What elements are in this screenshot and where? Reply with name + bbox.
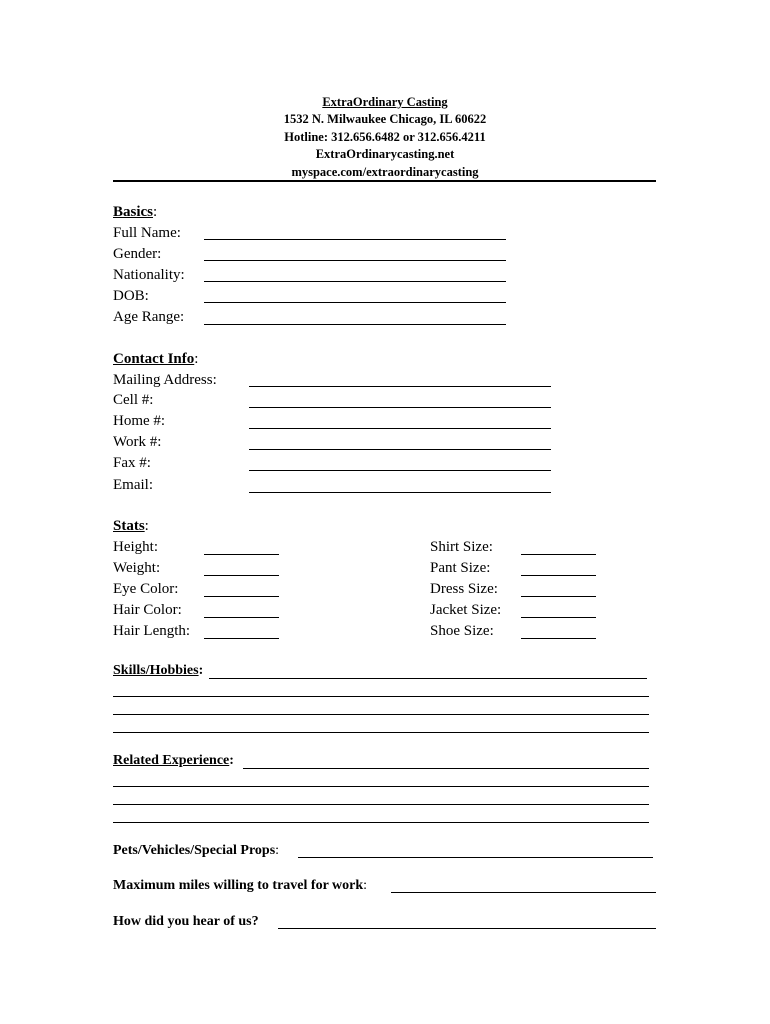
hair-color-field[interactable] [204, 617, 279, 618]
dress-size-field[interactable] [521, 596, 596, 597]
age-range-label: Age Range: [113, 309, 185, 325]
pets-vehicles-field[interactable] [298, 857, 653, 858]
company-hotline: Hotline: 312.656.6482 or 312.656.4211 [284, 129, 486, 144]
experience-line-4[interactable] [113, 822, 649, 823]
weight-label: Weight: [113, 560, 161, 576]
company-address: 1532 N. Milwaukee Chicago, IL 60622 [283, 112, 487, 127]
nationality-label: Nationality: [113, 267, 185, 283]
dress-size-label: Dress Size: [430, 581, 498, 597]
gender-field[interactable] [204, 260, 506, 261]
experience-line-3[interactable] [113, 804, 649, 805]
work-label: Work #: [113, 434, 162, 450]
hair-length-field[interactable] [204, 638, 279, 639]
home-field[interactable] [249, 428, 551, 429]
referral-field[interactable] [278, 928, 656, 929]
work-field[interactable] [249, 449, 551, 450]
shoe-size-field[interactable] [521, 638, 596, 639]
fax-label: Fax #: [113, 455, 151, 471]
shirt-size-label: Shirt Size: [430, 539, 493, 555]
cell-label: Cell #: [113, 392, 154, 408]
stats-heading: Stats: [113, 518, 149, 534]
skills-line-2[interactable] [113, 696, 649, 697]
skills-line-4[interactable] [113, 732, 649, 733]
age-range-field[interactable] [204, 324, 506, 325]
skills-field[interactable] [209, 678, 647, 679]
jacket-size-label: Jacket Size: [430, 602, 502, 618]
nationality-field[interactable] [204, 281, 506, 282]
experience-label: Related Experience: [113, 753, 234, 768]
company-website: ExtraOrdinarycasting.net [315, 147, 455, 162]
height-field[interactable] [204, 554, 279, 555]
header-divider [113, 180, 656, 182]
cell-field[interactable] [249, 407, 551, 408]
experience-line-2[interactable] [113, 786, 649, 787]
shoe-size-label: Shoe Size: [430, 623, 494, 639]
gender-label: Gender: [113, 246, 162, 262]
travel-miles-field[interactable] [391, 892, 656, 893]
mailing-address-field[interactable] [249, 386, 551, 387]
mailing-address-label: Mailing Address: [113, 372, 217, 388]
company-name: ExtraOrdinary Casting [322, 95, 448, 109]
hair-length-label: Hair Length: [113, 623, 191, 639]
experience-field[interactable] [243, 768, 649, 769]
pant-size-label: Pant Size: [430, 560, 491, 576]
eye-color-label: Eye Color: [113, 581, 179, 597]
jacket-size-field[interactable] [521, 617, 596, 618]
pets-vehicles-label: Pets/Vehicles/Special Props: [113, 843, 280, 858]
height-label: Height: [113, 539, 158, 555]
full-name-label: Full Name: [113, 225, 181, 241]
hair-color-label: Hair Color: [113, 602, 182, 618]
eye-color-field[interactable] [204, 596, 279, 597]
email-field[interactable] [249, 492, 551, 493]
dob-field[interactable] [204, 302, 506, 303]
contact-heading: Contact Info: [113, 351, 199, 367]
referral-label: How did you hear of us? [113, 914, 259, 929]
skills-line-3[interactable] [113, 714, 649, 715]
basics-heading: Basics: [113, 204, 158, 220]
skills-label: Skills/Hobbies: [113, 663, 204, 678]
travel-miles-label: Maximum miles willing to travel for work: [113, 878, 368, 893]
weight-field[interactable] [204, 575, 279, 576]
home-label: Home #: [113, 413, 166, 429]
fax-field[interactable] [249, 470, 551, 471]
dob-label: DOB: [113, 288, 149, 304]
pant-size-field[interactable] [521, 575, 596, 576]
company-myspace: myspace.com/extraordinarycasting [291, 164, 479, 179]
letterhead [0, 94, 770, 181]
shirt-size-field[interactable] [521, 554, 596, 555]
email-label: Email: [113, 477, 153, 493]
full-name-field[interactable] [204, 239, 506, 240]
